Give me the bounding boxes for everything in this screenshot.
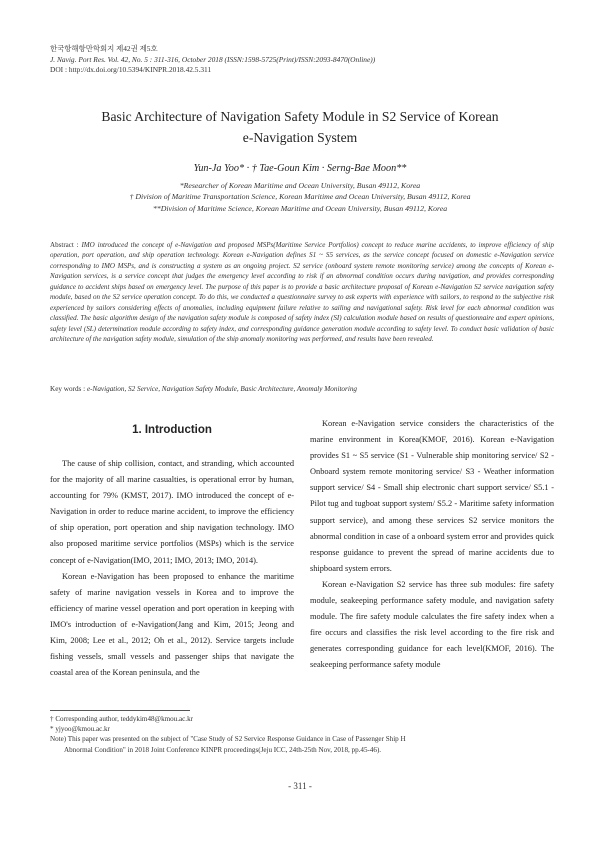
journal-header (50, 44, 560, 76)
abstract-label: Abstract : (50, 241, 82, 249)
doi-link[interactable]: DOI : http://dx.doi.org/10.5394/KINPR.2018.42.5.311 (50, 65, 212, 75)
affiliation-2: † Division of Maritime Transportation Science, Korean Maritime and Ocean University, Busan 49112, Korea (129, 192, 471, 202)
affiliation-1: *Researcher of Korean Maritime and Ocean University, Busan 49112, Korea (179, 181, 421, 190)
footnote-note: Note) This paper was presented on the subject of "Case Study of S2 Service Response Guidance in Case of Passenger Ship H (50, 735, 406, 744)
paper-title (40, 106, 560, 148)
body-paragraph: The cause of ship collision, contact, and stranding, which accounted for the majority of all marine casualties, is operational error by human, accounting for 79% (KMST, 2017). IMO introduced the concept of e-Navigation in order to reduce marine accident, to improve the efficiency of ship operation, port operation and ship navigation technology. IMO also proposed maritime service portfolios (MSPs) which is the service concept of e-Navigation(IMO, 2011; IMO, 2013; IMO, 2014). (50, 459, 294, 565)
footnote-divider (50, 710, 190, 711)
abstract (50, 240, 554, 345)
body-paragraph: Korean e-Navigation has been proposed to enhance the maritime safety of marine navigation vessels in Korea and to improve the efficiency of marine vessel operation and port operation in keeping with IMO's introduction of e-Navigation(Jang and Kim, 2015; Jeong and Kim, 2008; Lee et al., 2012; Oh et al., 2012). Service targets include fishing vessels, small vessels and passenger ships that navigate the coastal area of the Korean peninsula, and the (50, 571, 294, 678)
title-line-2: e-Navigation System (242, 130, 358, 145)
author-list: Yun-Ja Yoo* · † Tae-Goun Kim · Serng-Bae Moon** (193, 163, 407, 174)
footnotes (50, 714, 560, 755)
right-column (310, 416, 554, 674)
page-number: - 311 - (288, 781, 312, 791)
footnote-email: * yjyoo@kmou.ac.kr (50, 725, 110, 734)
title-line-1: Basic Architecture of Navigation Safety Module in S2 Service of Korean (101, 109, 499, 124)
affiliation-3: **Division of Maritime Science, Korean Maritime and Ocean University, Busan 49112, Korea (152, 203, 448, 213)
journal-name-korean: 한국항해항만학회지 제42권 제5호 (50, 44, 158, 53)
abstract-text: IMO introduced the concept of e-Navigation and proposed MSPs(Maritime Service Portfolios) concept to reduce marine accidents, to improve efficiency of ship operation, port operation, and ship operation technology. Korean e-Navigation defines S1 ~ S5 services, as the service concept focused on domestic e-Navigation service corresponding to IMO MSPs, and is constructing a system as an ongoing project. S2 service (onboard system remote monitoring service) among the concepts of Korean e-Navigation services, is a service concept that judges the emergency level according to risk if an abnormal condition occurs during navigation, and provides corresponding guidance to accident ships based on emergency level. The purpose of this paper is to provide a basic architecture proposal of Korean e-Navigation S2 service navigation safety module, based on the S2 service operation concept. To do this, we conducted a questionnaire survey to ask experts with experience with sailors, to respond to the subjective risk experienced by sailors considering effects of anomalies, including equipment failure relative to sailing and navigational safety. Risk level for each abnormal condition was classified. The basic algorithm design of the navigation safety module is composed of safety index (SI) calculation module based on results of questionnaire and expert opinions, safety level (SL) determination module according to safety index, and corresponding guidance generation module according to safety level. To conduct basic validation of basic architecture of the navigation safety module, simulation of the ship anomaly monitoring was performed, and results have been revealed. (50, 241, 554, 344)
left-column (50, 416, 294, 681)
affiliations (40, 180, 560, 214)
footnote-corresponding-author: † Corresponding author, teddykim48@kmou.ac.kr (50, 715, 193, 723)
body-paragraph: Korean e-Navigation service considers the characteristics of the marine environment in Korea(KMOF, 2016). Korean e-Navigation provides S1 ~ S5 service (S1 - Vulnerable ship monitoring service/ S2 - Onboard system remote monitoring service/ S3 - Weather information support service/ S4 - Small ship electronic chart support service/ S5.1 - Pilot tug and tugboat support system/ S5.2 - Maritime safety information support service), and among these services S2 service monitors the abnormal condition in case of a onboard system error and provides quick response guidance to prevent the spread of marine accidents due to shipboard system errors. (310, 419, 554, 573)
keywords-label: Key words : (50, 385, 87, 393)
section-heading: 1. Introduction (132, 424, 212, 436)
footnote-note-continued: Abnormal Condition" in 2018 Joint Conference KINPR proceedings(Jeju ICC, 24th-25th Nov, 2018, pp.45-46). (64, 745, 382, 754)
journal-citation: J. Navig. Port Res. Vol. 42, No. 5 : 311-316, October 2018 (ISSN:1598-5725(Print)/ISSN:2093-8470(Online)) (50, 54, 376, 64)
body-paragraph: Korean e-Navigation S2 service has three sub modules: fire safety module, seakeeping performance safety module, and navigation safety module. The fire safety module calculates the fire safety index when a fire occurs and classifies the risk level according to the fire risk and generates corresponding guidance for each level(KMOF, 2016). The seakeeping performance safety module (310, 579, 554, 670)
keywords-text: e-Navigation, S2 Service, Navigation Safety Module, Basic Architecture, Anomaly Monitoring (86, 385, 358, 393)
keywords (50, 385, 554, 393)
